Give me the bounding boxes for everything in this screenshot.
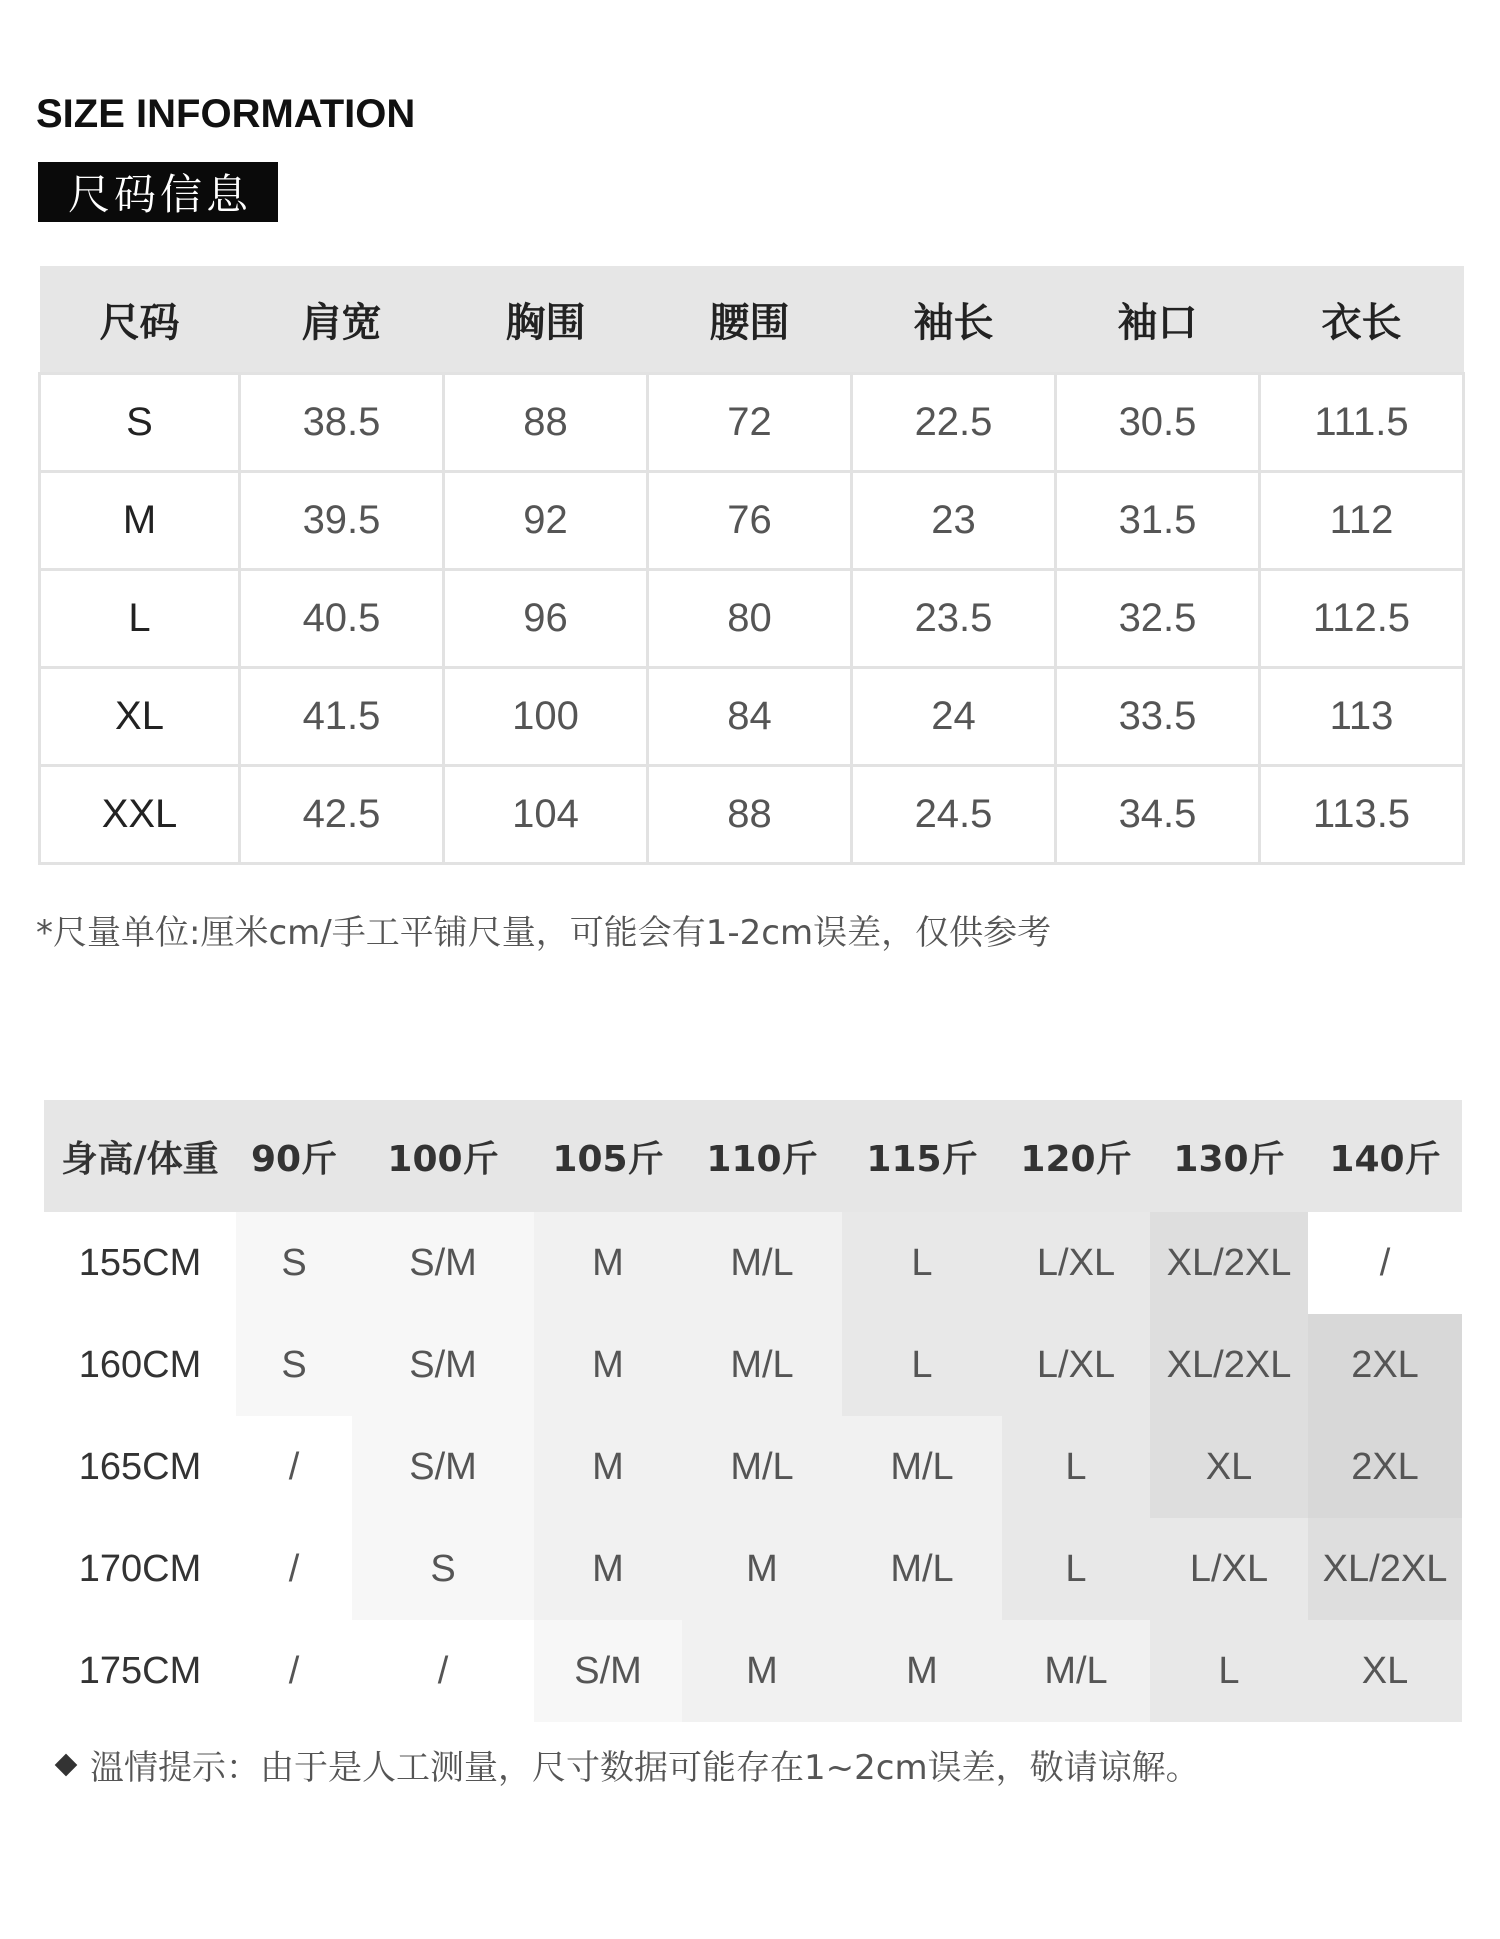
fit-cell: 2XL xyxy=(1308,1416,1462,1518)
size-header-cell: 袖长 xyxy=(852,266,1056,374)
fit-cell: M xyxy=(534,1314,682,1416)
table-cell: 113 xyxy=(1260,668,1464,766)
fit-cell: M xyxy=(534,1416,682,1518)
fit-cell: M xyxy=(682,1620,842,1722)
table-cell: L xyxy=(40,570,240,668)
fit-cell: L xyxy=(1150,1620,1308,1722)
table-cell: 84 xyxy=(648,668,852,766)
table-cell: 33.5 xyxy=(1056,668,1260,766)
fit-note xyxy=(58,1740,1200,1789)
table-cell: 112.5 xyxy=(1260,570,1464,668)
fit-header-cell: 140斤 xyxy=(1308,1100,1462,1212)
measurement-note: *尺量单位:厘米cm/手工平铺尺量，可能会有1-2cm误差，仅供参考 xyxy=(36,913,1052,953)
fit-cell: S/M xyxy=(534,1620,682,1722)
table-cell: 88 xyxy=(444,374,648,472)
table-row xyxy=(44,1416,1462,1518)
fit-cell: / xyxy=(236,1620,352,1722)
fit-cell: M/L xyxy=(682,1212,842,1314)
table-row xyxy=(40,570,1464,668)
size-header-cell: 衣长 xyxy=(1260,266,1464,374)
fit-table-header-row xyxy=(44,1100,1462,1212)
table-cell: 112 xyxy=(1260,472,1464,570)
fit-cell: XL xyxy=(1150,1416,1308,1518)
fit-header-cell: 105斤 xyxy=(534,1100,682,1212)
title-chinese-badge xyxy=(38,162,278,222)
table-cell: 22.5 xyxy=(852,374,1056,472)
size-header-cell: 胸围 xyxy=(444,266,648,374)
fit-cell: M xyxy=(534,1518,682,1620)
fit-recommendation-table xyxy=(44,1100,1462,1722)
fit-header-cell: 90斤 xyxy=(236,1100,352,1212)
table-cell: 80 xyxy=(648,570,852,668)
fit-header-cell: 110斤 xyxy=(682,1100,842,1212)
table-row xyxy=(40,472,1464,570)
fit-cell: L xyxy=(842,1314,1002,1416)
table-cell: 24 xyxy=(852,668,1056,766)
size-table xyxy=(38,266,1465,865)
fit-cell: S xyxy=(236,1212,352,1314)
table-cell: 31.5 xyxy=(1056,472,1260,570)
fit-cell: XL xyxy=(1308,1620,1462,1722)
fit-cell: XL/2XL xyxy=(1150,1314,1308,1416)
title-chinese: 尺码信息 xyxy=(68,170,253,219)
size-table-header-row xyxy=(40,266,1464,374)
table-cell: XXL xyxy=(40,766,240,864)
fit-cell: XL/2XL xyxy=(1308,1518,1462,1620)
table-cell: XL xyxy=(40,668,240,766)
table-cell: 96 xyxy=(444,570,648,668)
table-cell: 40.5 xyxy=(240,570,444,668)
table-cell: 34.5 xyxy=(1056,766,1260,864)
fit-cell: / xyxy=(236,1518,352,1620)
fit-cell: / xyxy=(236,1416,352,1518)
height-cell: 165CM xyxy=(44,1416,236,1518)
table-cell: 42.5 xyxy=(240,766,444,864)
table-cell: 111.5 xyxy=(1260,374,1464,472)
fit-cell: M/L xyxy=(842,1518,1002,1620)
fit-note-text: 溫情提示：由于是人工测量，尺寸数据可能存在1~2cm误差，敬请谅解。 xyxy=(90,1748,1200,1788)
fit-cell: M/L xyxy=(1002,1620,1150,1722)
table-row xyxy=(44,1518,1462,1620)
table-cell: M xyxy=(40,472,240,570)
table-row xyxy=(40,668,1464,766)
height-cell: 160CM xyxy=(44,1314,236,1416)
title-english: SIZE INFORMATION xyxy=(36,92,416,136)
table-cell: 39.5 xyxy=(240,472,444,570)
table-cell: 76 xyxy=(648,472,852,570)
table-row xyxy=(44,1314,1462,1416)
size-header-cell: 袖口 xyxy=(1056,266,1260,374)
fit-cell: M/L xyxy=(682,1416,842,1518)
table-cell: 38.5 xyxy=(240,374,444,472)
fit-cell: / xyxy=(352,1620,534,1722)
fit-header-cell: 115斤 xyxy=(842,1100,1002,1212)
size-header-cell: 腰围 xyxy=(648,266,852,374)
fit-cell: M/L xyxy=(842,1416,1002,1518)
fit-cell: 2XL xyxy=(1308,1314,1462,1416)
fit-cell: S xyxy=(236,1314,352,1416)
size-header-cell: 肩宽 xyxy=(240,266,444,374)
height-cell: 155CM xyxy=(44,1212,236,1314)
height-cell: 175CM xyxy=(44,1620,236,1722)
table-cell: 23 xyxy=(852,472,1056,570)
table-cell: 88 xyxy=(648,766,852,864)
fit-cell: L xyxy=(1002,1416,1150,1518)
table-row xyxy=(44,1620,1462,1722)
table-cell: 92 xyxy=(444,472,648,570)
fit-header-cell: 130斤 xyxy=(1150,1100,1308,1212)
table-cell: 104 xyxy=(444,766,648,864)
table-cell: 32.5 xyxy=(1056,570,1260,668)
table-cell: 100 xyxy=(444,668,648,766)
fit-cell: M xyxy=(534,1212,682,1314)
table-cell: 41.5 xyxy=(240,668,444,766)
table-cell: 24.5 xyxy=(852,766,1056,864)
table-cell: 23.5 xyxy=(852,570,1056,668)
fit-cell: L xyxy=(842,1212,1002,1314)
size-header-cell: 尺码 xyxy=(40,266,240,374)
fit-cell: S/M xyxy=(352,1212,534,1314)
fit-cell: L xyxy=(1002,1518,1150,1620)
fit-cell: S/M xyxy=(352,1416,534,1518)
table-cell: 30.5 xyxy=(1056,374,1260,472)
fit-cell: S/M xyxy=(352,1314,534,1416)
fit-cell: L/XL xyxy=(1150,1518,1308,1620)
fit-cell: M xyxy=(842,1620,1002,1722)
fit-cell: XL/2XL xyxy=(1150,1212,1308,1314)
fit-cell: M xyxy=(682,1518,842,1620)
diamond-bullet-icon xyxy=(55,1753,78,1776)
table-cell: 72 xyxy=(648,374,852,472)
table-cell: 113.5 xyxy=(1260,766,1464,864)
fit-cell: / xyxy=(1308,1212,1462,1314)
table-row xyxy=(44,1212,1462,1314)
table-row xyxy=(40,374,1464,472)
table-row xyxy=(40,766,1464,864)
fit-cell: M/L xyxy=(682,1314,842,1416)
fit-header-cell: 120斤 xyxy=(1002,1100,1150,1212)
fit-header-cell: 100斤 xyxy=(352,1100,534,1212)
fit-header-cell: 身高/体重 xyxy=(44,1100,236,1212)
fit-cell: S xyxy=(352,1518,534,1620)
table-cell: S xyxy=(40,374,240,472)
fit-cell: L/XL xyxy=(1002,1314,1150,1416)
fit-cell: L/XL xyxy=(1002,1212,1150,1314)
height-cell: 170CM xyxy=(44,1518,236,1620)
